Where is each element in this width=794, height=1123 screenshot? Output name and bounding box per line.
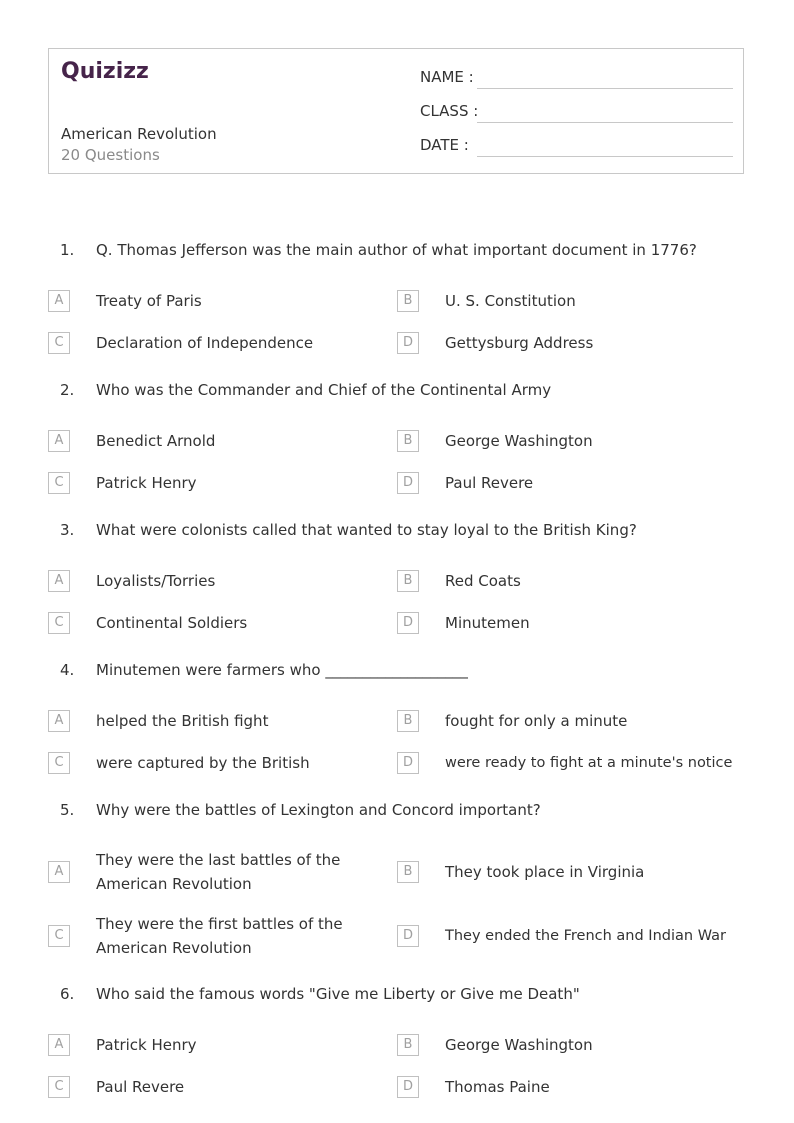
option-text: Treaty of Paris xyxy=(96,292,202,310)
option-text: Gettysburg Address xyxy=(445,334,594,352)
date-field[interactable] xyxy=(420,136,733,158)
option-text: were ready to fight at a minute's notice xyxy=(445,755,733,771)
question-text: Who said the famous words "Give me Liberty or Give me Death" xyxy=(96,985,580,1003)
question-number: 1. xyxy=(60,241,75,259)
option-letter-box: D xyxy=(397,472,419,494)
option-letter-box: A xyxy=(48,710,70,732)
option-letter-box: D xyxy=(397,925,419,947)
option-text: Continental Soldiers xyxy=(96,614,248,632)
option-text: George Washington xyxy=(445,1036,593,1054)
worksheet-title: American Revolution xyxy=(61,125,217,143)
date-line[interactable] xyxy=(477,156,733,157)
option-text: Patrick Henry xyxy=(96,1036,197,1054)
option-letter-box: B xyxy=(397,430,419,452)
option-text: Patrick Henry xyxy=(96,474,197,492)
option-letter-box: A xyxy=(48,861,70,883)
question-number: 4. xyxy=(60,661,75,679)
name-line[interactable] xyxy=(477,88,733,89)
date-label: DATE : xyxy=(420,136,469,154)
option-letter-box: A xyxy=(48,290,70,312)
option-letter-box: D xyxy=(397,752,419,774)
question-number: 2. xyxy=(60,381,75,399)
option-letter-box: D xyxy=(397,612,419,634)
name-label: NAME : xyxy=(420,68,474,86)
class-field[interactable] xyxy=(420,102,733,124)
option-letter-box: D xyxy=(397,332,419,354)
option-letter-box: C xyxy=(48,612,70,634)
option-text: They were the first battles of the American Revolution xyxy=(96,915,343,957)
option-text: Red Coats xyxy=(445,572,521,590)
option-text: helped the British fight xyxy=(96,712,269,730)
question-text: Who was the Commander and Chief of the Continental Army xyxy=(96,381,552,399)
option-text: Minutemen xyxy=(445,614,530,632)
option-letter-box: B xyxy=(397,861,419,883)
option-letter-box: B xyxy=(397,1034,419,1056)
option-letter-box: C xyxy=(48,752,70,774)
question-text: Minutemen were farmers who ___________________ xyxy=(96,661,468,679)
question-number: 6. xyxy=(60,985,75,1003)
question-text: Q. Thomas Jefferson was the main author of what important document in 1776? xyxy=(96,241,697,259)
option-letter-box: D xyxy=(397,1076,419,1098)
question-text: What were colonists called that wanted to stay loyal to the British King? xyxy=(96,521,637,539)
option-text: They were the last battles of the American Revolution xyxy=(96,851,341,893)
option-text: Loyalists/Torries xyxy=(96,572,216,590)
option-letter-box: B xyxy=(397,290,419,312)
option-letter-box: B xyxy=(397,710,419,732)
option-text: Benedict Arnold xyxy=(96,432,216,450)
option-letter-box: B xyxy=(397,570,419,592)
option-letter-box: C xyxy=(48,1076,70,1098)
class-label: CLASS : xyxy=(420,102,479,120)
question-count: 20 Questions xyxy=(61,146,160,164)
option-letter-box: A xyxy=(48,570,70,592)
option-letter-box: C xyxy=(48,332,70,354)
worksheet-header xyxy=(48,48,744,174)
class-line[interactable] xyxy=(477,122,733,123)
option-text: Paul Revere xyxy=(445,474,534,492)
option-letter-box: A xyxy=(48,430,70,452)
name-field[interactable] xyxy=(420,68,733,90)
option-text: Thomas Paine xyxy=(445,1078,550,1096)
option-letter-box: C xyxy=(48,925,70,947)
option-text: U. S. Constitution xyxy=(445,292,576,310)
option-text: They took place in Virginia xyxy=(445,863,645,881)
question-number: 3. xyxy=(60,521,75,539)
question-text: Why were the battles of Lexington and Concord important? xyxy=(96,801,541,819)
option-text: Declaration of Independence xyxy=(96,334,314,352)
option-letter-box: A xyxy=(48,1034,70,1056)
option-text: They ended the French and Indian War xyxy=(445,928,726,944)
option-letter-box: C xyxy=(48,472,70,494)
question-number: 5. xyxy=(60,801,75,819)
option-text: Paul Revere xyxy=(96,1078,185,1096)
option-text: fought for only a minute xyxy=(445,712,628,730)
option-text: George Washington xyxy=(445,432,593,450)
quizizz-logo: Quizizz xyxy=(61,59,149,84)
option-text: were captured by the British xyxy=(96,754,310,772)
